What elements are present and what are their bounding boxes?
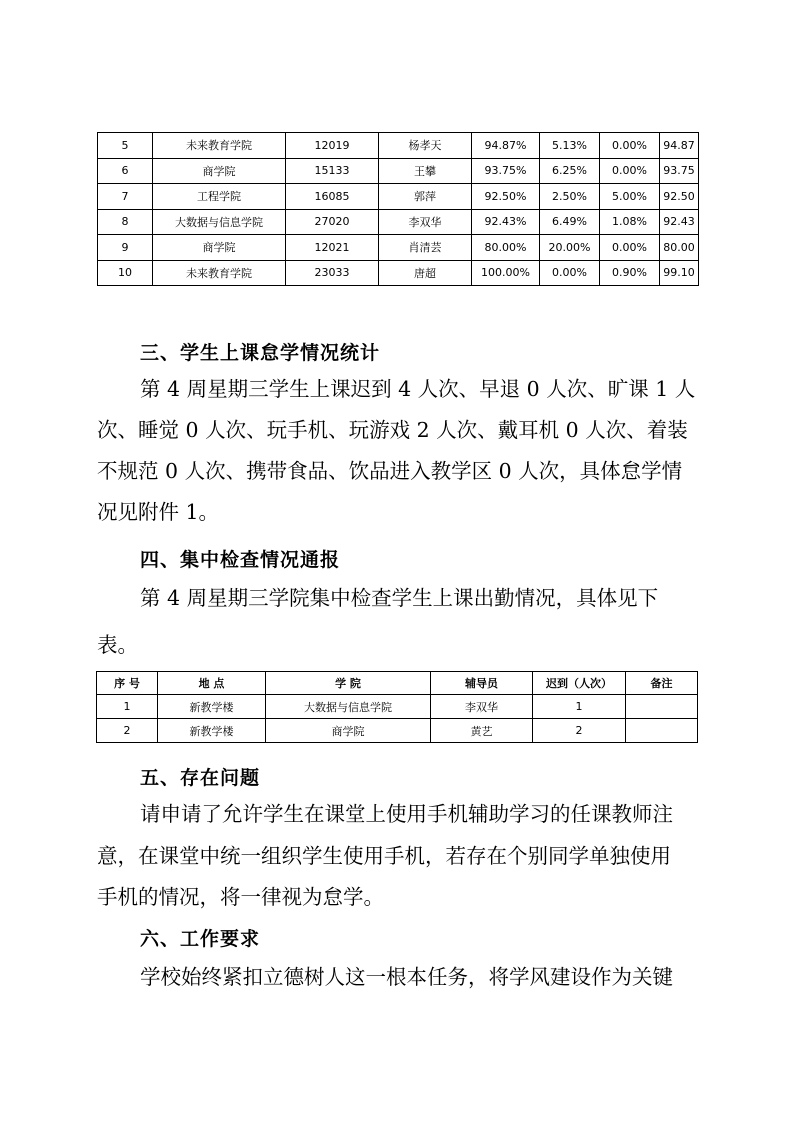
ranking-cell-teacher: 肖清芸 [379, 235, 472, 261]
ranking-row [98, 184, 699, 210]
ranking-cell-class-code: 15133 [286, 158, 379, 184]
ranking-cell-rate3: 0.00% [600, 235, 660, 261]
ranking-cell-class-code: 12019 [286, 133, 379, 159]
ranking-cell-no: 5 [98, 133, 153, 159]
inspection-cell-late: 1 [533, 695, 626, 719]
inspection-table-header-row [97, 672, 698, 695]
ranking-cell-no: 8 [98, 209, 153, 235]
ranking-cell-college: 工程学院 [153, 184, 286, 210]
ranking-cell-college: 未来教育学院 [153, 133, 286, 159]
ranking-cell-score: 99.10 [660, 260, 699, 286]
ranking-cell-rate2: 6.49% [540, 209, 600, 235]
header-late-count: 迟到（人次） [533, 672, 626, 695]
header-college: 学 院 [266, 672, 431, 695]
section5-line-3: 手机的情况，将一律视为怠学。 [97, 885, 384, 909]
ranking-cell-college: 商学院 [153, 158, 286, 184]
ranking-row [98, 158, 699, 184]
section4-line-2: 表。 [97, 633, 138, 657]
ranking-cell-college: 大数据与信息学院 [153, 209, 286, 235]
ranking-cell-score: 92.43 [660, 209, 699, 235]
ranking-cell-rate3: 0.90% [600, 260, 660, 286]
ranking-cell-no: 10 [98, 260, 153, 286]
ranking-table [97, 132, 699, 286]
ranking-cell-college: 商学院 [153, 235, 286, 261]
ranking-cell-teacher: 唐超 [379, 260, 472, 286]
section4-line-1: 第 4 周星期三学院集中检查学生上课出勤情况，具体见下 [140, 586, 659, 610]
ranking-cell-class-code: 16085 [286, 184, 379, 210]
section3-line-1: 第 4 周星期三学生上课迟到 4 人次、早退 0 人次、旷课 1 人 [140, 377, 696, 401]
inspection-cell-location: 新教学楼 [158, 719, 266, 743]
header-note: 备注 [626, 672, 698, 695]
header-counselor: 辅导员 [431, 672, 533, 695]
ranking-cell-rate2: 0.00% [540, 260, 600, 286]
ranking-cell-rate2: 6.25% [540, 158, 600, 184]
ranking-cell-score: 80.00 [660, 235, 699, 261]
header-no: 序 号 [97, 672, 158, 695]
ranking-cell-class-code: 23033 [286, 260, 379, 286]
ranking-cell-score: 94.87 [660, 133, 699, 159]
ranking-cell-score: 93.75 [660, 158, 699, 184]
ranking-cell-rate2: 5.13% [540, 133, 600, 159]
section5-heading: 五、存在问题 [140, 767, 261, 789]
inspection-cell-no: 1 [97, 695, 158, 719]
ranking-cell-teacher: 王攀 [379, 158, 472, 184]
inspection-table [96, 671, 698, 743]
section6-line-1: 学校始终紧扣立德树人这一根本任务，将学风建设作为关键 [140, 965, 673, 989]
ranking-cell-rate3: 1.08% [600, 209, 660, 235]
inspection-cell-note [626, 719, 698, 743]
inspection-cell-college: 大数据与信息学院 [266, 695, 431, 719]
ranking-cell-rate1: 100.00% [472, 260, 540, 286]
section6-heading: 六、工作要求 [140, 928, 261, 950]
inspection-cell-late: 2 [533, 719, 626, 743]
ranking-cell-rate1: 93.75% [472, 158, 540, 184]
ranking-cell-rate1: 92.43% [472, 209, 540, 235]
section4-heading: 四、集中检查情况通报 [140, 549, 341, 571]
section5-line-2: 意，在课堂中统一组织学生使用手机，若存在个别同学单独使用 [97, 844, 671, 868]
ranking-row [98, 235, 699, 261]
ranking-cell-rate3: 0.00% [600, 133, 660, 159]
ranking-cell-teacher: 杨孝天 [379, 133, 472, 159]
header-location: 地 点 [158, 672, 266, 695]
ranking-cell-college: 未来教育学院 [153, 260, 286, 286]
ranking-cell-class-code: 27020 [286, 209, 379, 235]
ranking-cell-no: 6 [98, 158, 153, 184]
ranking-cell-rate2: 20.00% [540, 235, 600, 261]
section3-heading: 三、学生上课怠学情况统计 [140, 342, 381, 364]
section3-line-3: 不规范 0 人次、携带食品、饮品进入教学区 0 人次，具体怠学情 [97, 459, 683, 483]
inspection-row [97, 719, 698, 743]
ranking-row [98, 209, 699, 235]
inspection-cell-counselor: 黄艺 [431, 719, 533, 743]
ranking-cell-teacher: 郭萍 [379, 184, 472, 210]
section5-line-1: 请申请了允许学生在课堂上使用手机辅助学习的任课教师注 [140, 802, 673, 826]
inspection-cell-note [626, 695, 698, 719]
ranking-cell-rate3: 0.00% [600, 158, 660, 184]
section3-line-4: 况见附件 1。 [97, 500, 220, 524]
ranking-cell-teacher: 李双华 [379, 209, 472, 235]
ranking-cell-rate1: 92.50% [472, 184, 540, 210]
ranking-cell-no: 9 [98, 235, 153, 261]
ranking-cell-rate3: 5.00% [600, 184, 660, 210]
ranking-cell-score: 92.50 [660, 184, 699, 210]
ranking-row [98, 133, 699, 159]
inspection-row [97, 695, 698, 719]
inspection-cell-college: 商学院 [266, 719, 431, 743]
inspection-cell-counselor: 李双华 [431, 695, 533, 719]
ranking-cell-rate2: 2.50% [540, 184, 600, 210]
ranking-row [98, 260, 699, 286]
ranking-cell-no: 7 [98, 184, 153, 210]
inspection-cell-no: 2 [97, 719, 158, 743]
ranking-cell-class-code: 12021 [286, 235, 379, 261]
section3-line-2: 次、睡觉 0 人次、玩手机、玩游戏 2 人次、戴耳机 0 人次、着装 [97, 418, 688, 442]
ranking-cell-rate1: 94.87% [472, 133, 540, 159]
inspection-cell-location: 新教学楼 [158, 695, 266, 719]
ranking-cell-rate1: 80.00% [472, 235, 540, 261]
